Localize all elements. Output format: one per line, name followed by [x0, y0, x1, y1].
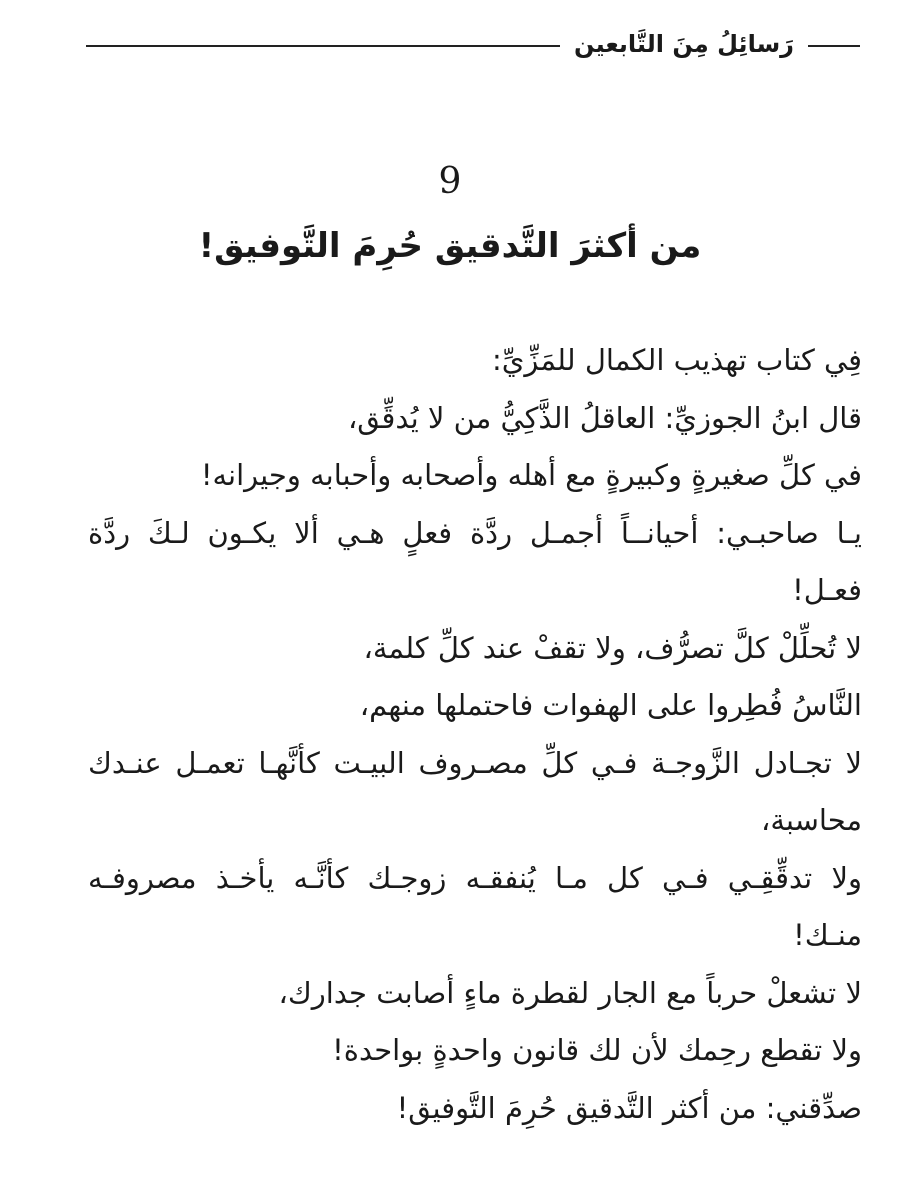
chapter-title: من أكثرَ التَّدقيق حُرِمَ التَّوفيق!: [198, 226, 702, 266]
header-rule-left: [86, 45, 560, 47]
text-line: لا تشعلْ حرباً مع الجار لقطرة ماءٍ أصابت جدارك،: [278, 975, 862, 1010]
text-line: منـك!: [793, 918, 862, 952]
text-line: فِي كتاب تهذيب الكمال للمَزِّيِّ:: [491, 343, 862, 377]
text-line: يـا صاحبـي: أحيانــاً أجمـل ردَّة فعلٍ هـي ألا يكـون لـكَ ردَّة: [88, 515, 862, 550]
text-line: ولا تدقِّقِـي فـي كل مـا يُنفقـه زوجـك كأنَّـه يأخـذ مصروفـه: [88, 860, 862, 895]
body-text: [88, 332, 862, 1137]
text-line: ولا تقطع رحِمك لأن لك قانون واحدةٍ بواحدة!: [332, 1033, 862, 1067]
text-line: النَّاسُ فُطِروا على الهفوات فاحتملها منهم،: [359, 688, 862, 722]
text-line: في كلِّ صغيرةٍ وكبيرةٍ مع أهله وأصحابه وأحبابه وجيرانه!: [200, 458, 862, 492]
text-line: لا تجـادل الزَّوجـة فـي كلِّ مصـروف البيـت كأنَّهـا تعمـل عنـدك: [88, 745, 862, 780]
text-line: قال ابنُ الجوزيِّ: العاقلُ الذَّكِيُّ من لا يُدقِّق،: [347, 400, 862, 435]
text-line: فعـل!: [792, 573, 862, 607]
running-header: [86, 24, 860, 64]
chapter-number: 9: [438, 161, 462, 202]
text-line: لا تُحلِّلْ كلَّ تصرُّف، ولا تقفْ عند كلِّ كلمة،: [363, 630, 862, 665]
book-title: رَسائِلُ مِنَ التَّابعين: [573, 30, 794, 58]
text-line: محاسبة،: [760, 803, 862, 837]
header-rule-right: [808, 45, 860, 47]
text-line: صدِّقني: من أكثر التَّدقيق حُرِمَ التَّوفيق!: [396, 1090, 862, 1125]
